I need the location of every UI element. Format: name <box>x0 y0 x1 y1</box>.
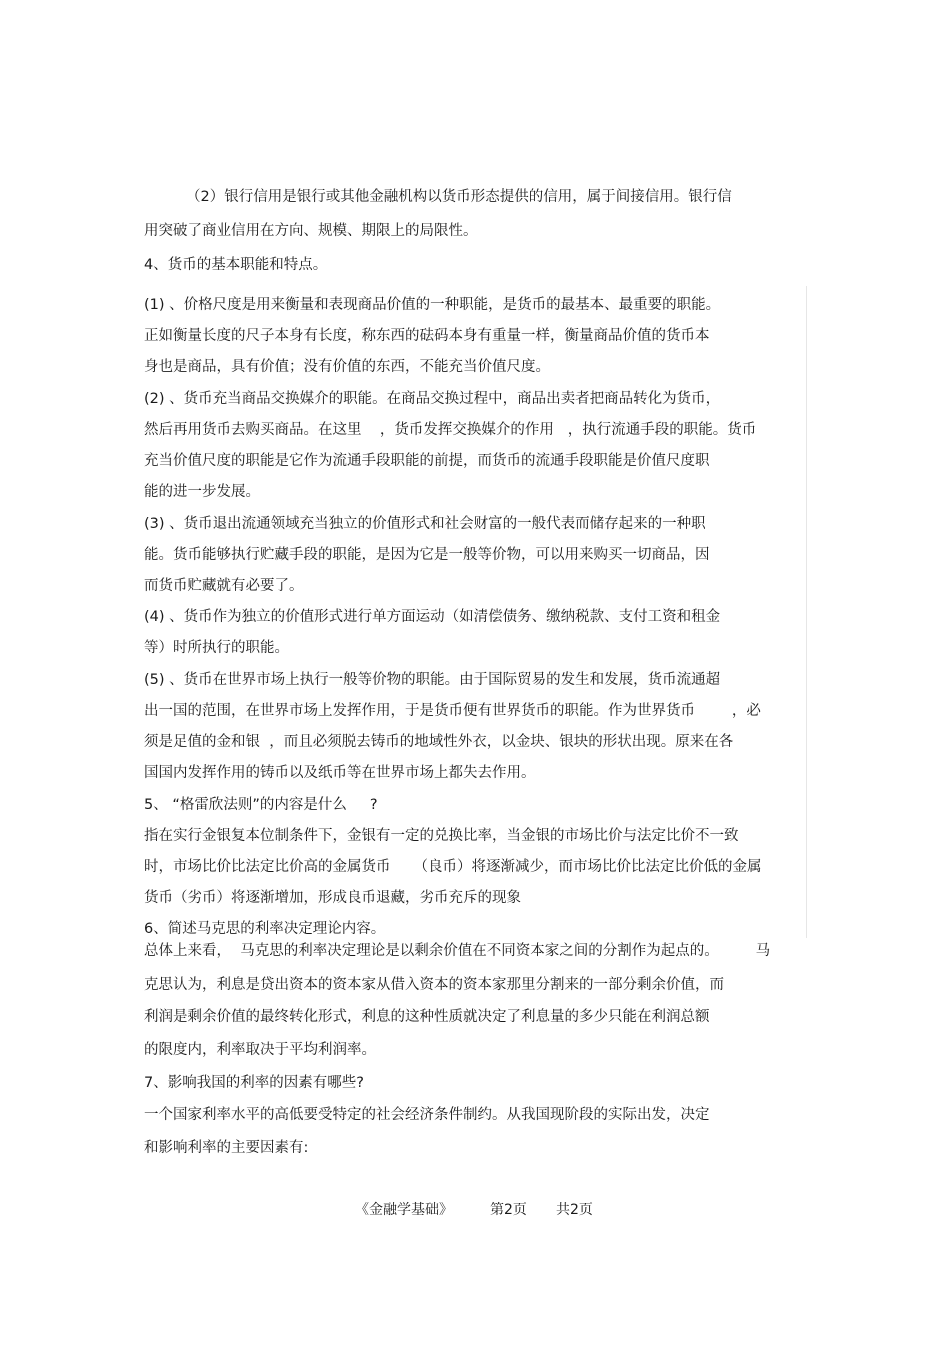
q4-item5-line-3: 须是足值的金和银 ，而且必须脱去铸币的地域性外衣，以金块、银块的形状出现。原来在各 <box>144 734 734 750</box>
para-bank-credit-line-1: （2）银行信用是银行或其他金融机构以货币形态提供的信用，属于间接信用。银行信 <box>186 189 732 205</box>
q4-item5-line-4: 国国内发挥作用的铸币以及纸币等在世界市场上都失去作用。 <box>144 765 536 781</box>
q4-item4-line-2: 等）时所执行的职能。 <box>144 640 289 656</box>
q6-line-2: 克思认为，利息是贷出资本的资本家从借入资本的资本家那里分割来的一部分剩余价值，而 <box>144 977 724 993</box>
q4-item1-line-2: 正如衡量长度的尺子本身有长度，称东西的砝码本身有重量一样，衡量商品价值的货币本 <box>144 328 710 344</box>
q4-item5-line-2: 出一国的范围，在世界市场上发挥作用，于是货币便有世界货币的职能。作为世界货币 ，必 <box>144 703 761 719</box>
q4-item4-line-1: (4) 、货币作为独立的价值形式进行单方面运动（如清偿债务、缴纳税款、支付工资和租金 <box>144 609 721 625</box>
q6-line-4: 的限度内，利率取决于平均利润率。 <box>144 1042 376 1058</box>
heading-q7: 7、影响我国的利率的因素有哪些? <box>144 1075 364 1091</box>
q5-line-3: 货币（劣币）将逐渐增加，形成良币退藏，劣币充斥的现象 <box>144 890 521 906</box>
q6-line-3: 利润是剩余价值的最终转化形式，利息的这种性质就决定了利息量的多少只能在利润总额 <box>144 1009 710 1025</box>
q4-item5-line-1: (5) 、货币在世界市场上执行一般等价物的职能。由于国际贸易的发生和发展，货币流通超 <box>144 672 721 688</box>
q4-item3-line-2: 能。货币能够执行贮藏手段的职能，是因为它是一般等价物，可以用来购买一切商品，因 <box>144 547 710 563</box>
q4-item2-line-1: (2) 、货币充当商品交换媒介的职能。在商品交换过程中，商品出卖者把商品转化为货币， <box>144 391 721 407</box>
heading-q6: 6、简述马克思的利率决定理论内容。 <box>144 921 386 937</box>
q4-item3-line-1: (3) 、货币退出流通领域充当独立的价值形式和社会财富的一般代表而储存起来的一种职 <box>144 516 706 532</box>
footer-total-pages: 共2页 <box>556 1202 593 1218</box>
q4-item3-line-3: 而货币贮藏就有必要了。 <box>144 578 304 594</box>
q4-item1-line-3: 身也是商品，具有价值；没有价值的东西，不能充当价值尺度。 <box>144 359 550 375</box>
footer-page-number: 第2页 <box>490 1202 527 1218</box>
q5-line-2: 时，市场比价比法定比价高的金属货币 （良币）将逐渐减少，而市场比价比法定比价低的金属 <box>144 859 762 875</box>
q4-item2-line-3: 充当价值尺度的职能是它作为流通手段职能的前提，而货币的流通手段职能是价值尺度职 <box>144 453 710 469</box>
q6-line-1: 总体上来看， 马克思的利率决定理论是以剩余价值在不同资本家之间的分割作为起点的。 马 <box>144 943 771 959</box>
q7-line-1: 一个国家利率水平的高低要受特定的社会经济条件制约。从我国现阶段的实际出发，决定 <box>144 1107 710 1123</box>
q4-item1-line-1: (1) 、价格尺度是用来衡量和表现商品价值的一种职能，是货币的最基本、最重要的职能。 <box>144 297 721 313</box>
q4-item2-line-4: 能的进一步发展。 <box>144 484 260 500</box>
heading-q4: 4、货币的基本职能和特点。 <box>144 257 328 273</box>
para-bank-credit-line-2: 用突破了商业信用在方向、规模、期限上的局限性。 <box>144 223 478 239</box>
q4-item2-line-2: 然后再用货币去购买商品。在这里 ，货币发挥交换媒介的作用 ，执行流通手段的职能。货币 <box>144 422 757 438</box>
footer-book-title: 《金融学基础》 <box>355 1202 453 1218</box>
column-divider <box>806 286 807 938</box>
heading-q5: 5、 “格雷欣法则”的内容是什么 ? <box>144 797 378 813</box>
q5-line-1: 指在实行金银复本位制条件下，金银有一定的兑换比率，当金银的市场比价与法定比价不一致 <box>144 828 739 844</box>
q7-line-2: 和影响利率的主要因素有: <box>144 1140 309 1156</box>
